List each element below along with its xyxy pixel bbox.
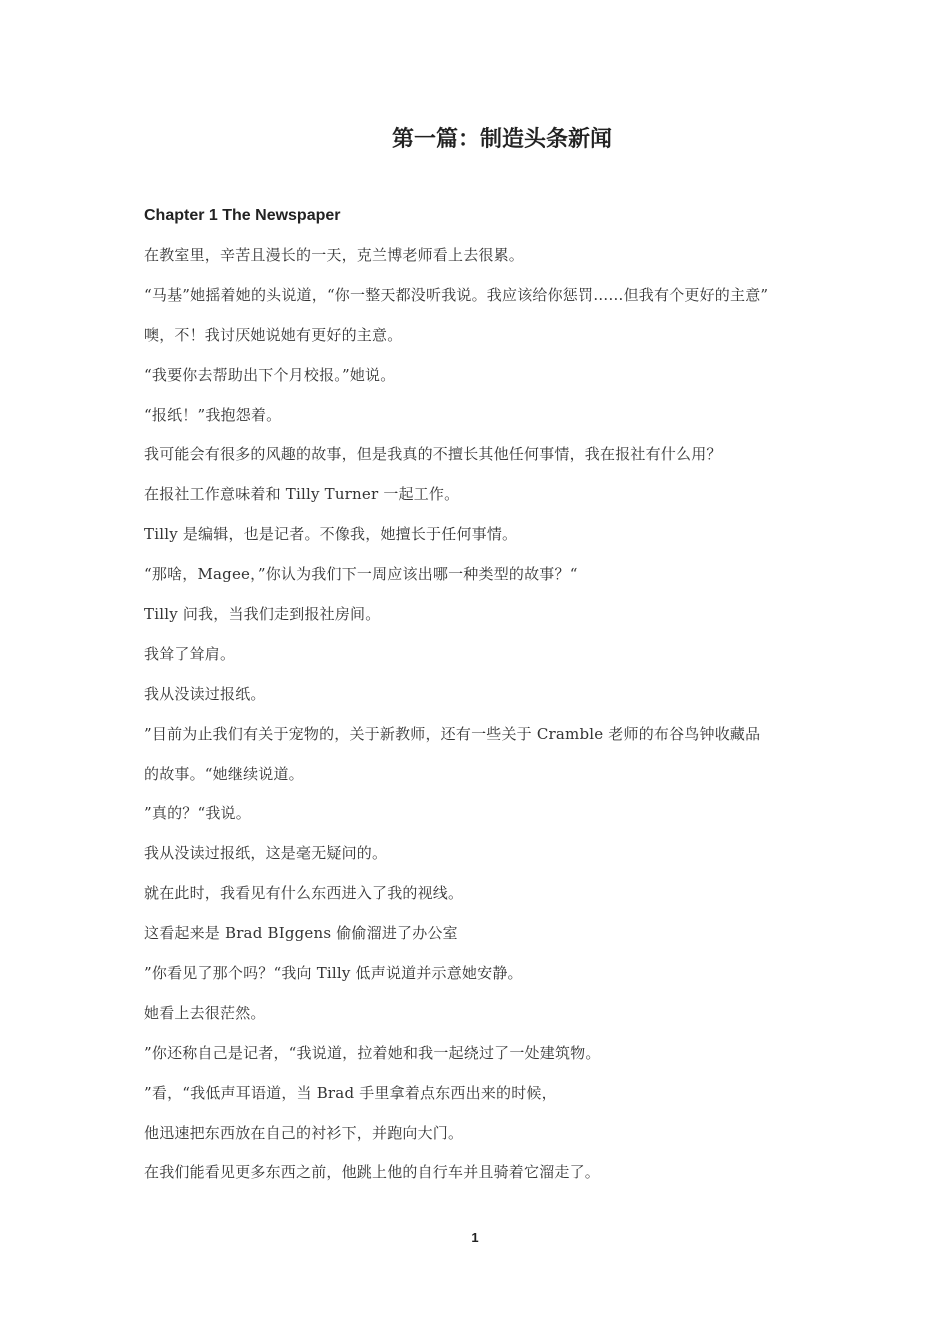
paragraph: 我耸了耸肩。 [144,644,236,663]
paragraph: 在我们能看见更多东西之前，他跳上他的自行车并且骑着它溜走了。 [144,1163,601,1182]
paragraph: 噢，不！我讨厌她说她有更好的主意。 [144,325,403,344]
document-title: 第一篇：制造头条新闻 [391,127,612,152]
paragraph: “马基”她摇着她的头说道，“你一整天都没听我说。我应该给你惩罚……但我有个更好的主意” [144,285,769,304]
paragraph: 我从没读过报纸。 [144,684,266,703]
paragraph: 就在此时，我看见有什么东西进入了我的视线。 [144,884,464,903]
paragraph: Tilly 问我，当我们走到报社房间。 [144,605,381,624]
paragraph: 我可能会有很多的风趣的故事，但是我真的不擅长其他任何事情，我在报社有什么用？ [144,445,722,464]
chapter-heading: Chapter 1 The Newspaper [144,207,341,224]
paragraph: 在教室里，辛苦且漫长的一天，克兰博老师看上去很累。 [144,246,525,264]
paragraph: 她看上去很茫然。 [144,1003,266,1022]
paragraph: ”真的？“我说。 [144,804,251,823]
paragraph: ”你看见了那个吗？“我向 Tilly 低声说道并示意她安静。 [144,964,523,983]
paragraph: “报纸！”我抱怨着。 [144,405,282,424]
paragraph: 在报社工作意味着和 Tilly Turner 一起工作。 [144,485,460,504]
paragraph: Tilly 是编辑，也是记者。不像我，她擅长于任何事情。 [144,525,518,544]
body-text [144,242,824,1199]
paragraph: 的故事。“她继续说道。 [144,764,304,783]
paragraph: 我从没读过报纸，这是毫无疑问的。 [144,844,388,863]
page-number: 1 [471,1230,479,1245]
paragraph: ”你还称自己是记者，“我说道，拉着她和我一起绕过了一处建筑物。 [144,1043,601,1062]
paragraph: ”目前为止我们有关于宠物的，关于新教师，还有一些关于 Cramble 老师的布谷鸟钟收藏品 [144,724,761,743]
paragraph: 这看起来是 Brad BIggens 偷偷溜进了办公室 [144,924,458,943]
paragraph: ”看，“我低声耳语道，当 Brad 手里拿着点东西出来的时候， [144,1083,557,1102]
paragraph: “我要你去帮助出下个月校报。”她说。 [144,365,396,384]
paragraph: “那啥，Magee，”你认为我们下一周应该出哪一种类型的故事？“ [144,565,578,584]
paragraph: 他迅速把东西放在自己的衬衫下，并跑向大门。 [144,1123,464,1142]
